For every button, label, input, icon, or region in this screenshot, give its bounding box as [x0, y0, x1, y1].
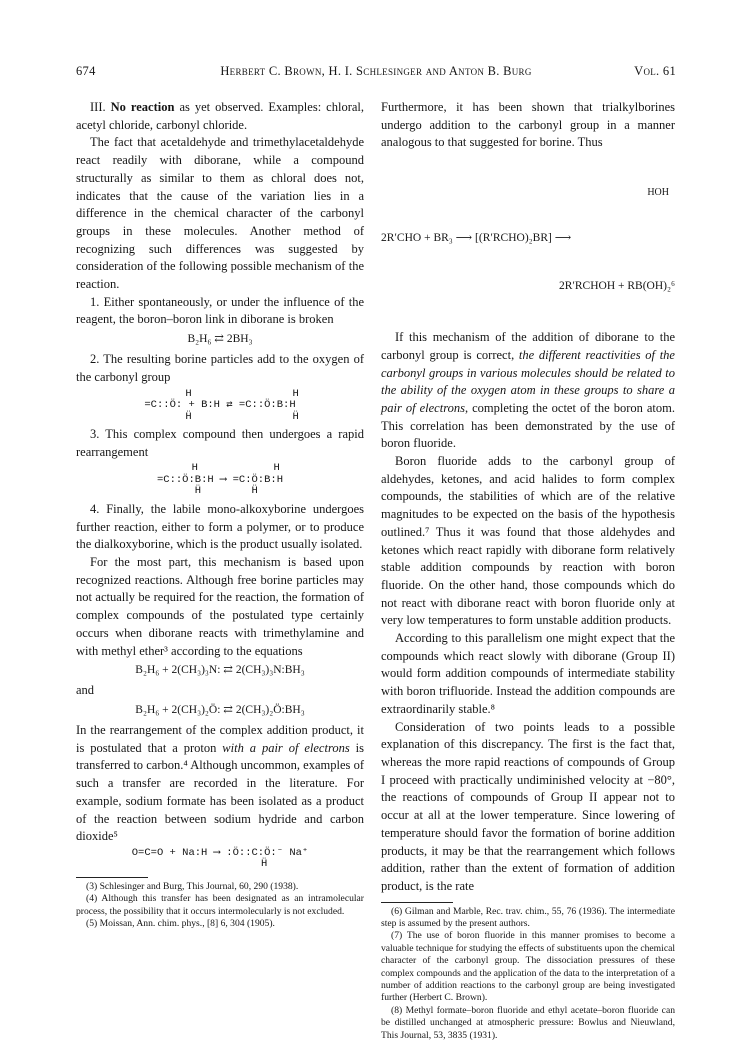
footnote-divider	[76, 877, 148, 878]
footnote-8: (8) Methyl formate–boron fluoride and ethyl acetate–boron fluoride can be distilled unchanged at atmospheric pressure: Bowlus and Nieuwland, This Journal, 53, 3835 (1931).	[381, 1004, 675, 1041]
equation-borine-addition: H H =C::Ö: + B:H ⇄ =C::Ö:B:H Ḧ Ḧ	[144, 387, 299, 423]
page-number: 674	[76, 64, 96, 78]
footnote-3: (3) Schlesinger and Burg, This Journal, 60, 290 (1938).	[86, 880, 299, 892]
paragraph-boron-fluoride: Boron fluoride adds to the carbonyl group of aldehydes, ketones, and acid halides to form complex compounds, the stabilities of which are of the relative magnitudes to be expected on the basis of the hypothesis outlined.⁷ Thus it was found that those aldehydes and ketones which react rapidly with diborane form relatively stable addition compounds by reaction with boron fluoride. On the other hand, those compounds which do not react with diborane react with boron fluoride only at very low temperatures to form unstable addition products.	[381, 454, 675, 628]
equation-hoh-label: HOH	[647, 187, 669, 199]
paragraph-no-reaction: III. No reaction as yet observed. Examples: chloral, acetyl chloride, carbonyl chloride.	[76, 100, 364, 132]
footnote-6: (6) Gilman and Marble, Rec. trav. chim., 55, 76 (1936). The intermediate step is assumed by the present authors.	[381, 905, 675, 930]
equation-trialkylborine	[381, 155, 675, 326]
paragraph-mechanism-intro: The fact that acetaldehyde and trimethylacetaldehyde react readily with diborane, while a compound structurally as similar to them as chloral does not, indicates that the cause of the variation lies in a difference in the chemical character of the carbonyl groups in these molecules. Another method of recognizing such differences was suggested by consideration of the following possible mechanism of the reaction.	[76, 135, 364, 292]
equation-rearrangement: H H =C::Ö:B:H ⟶ =C:Ö:B:H Ḧ Ḧ	[156, 462, 284, 498]
paragraph-step-4: 4. Finally, the labile mono-alkoxyborine undergoes further reaction, either to form a polymer, or to produce the dialkoxyborine, which is the product usually isolated.	[76, 501, 364, 552]
footnote-5: (5) Moissan, Ann. chim. phys., [8] 6, 304 (1905).	[86, 918, 275, 930]
paragraph-step-1: 1. Either spontaneously, or under the influence of the reagent, the boron–boron link in diborane is broken	[76, 294, 364, 327]
running-authors: Herbert C. Brown, H. I. Schlesinger and Anton B. Burg	[220, 64, 532, 78]
paragraph-recognized-reactions: For the most part, this mechanism is based upon recognized reactions. Although free borine particles may not actually be required for the reaction, the formation of complex compounds of the postulated type certainly occurs when diborane reacts with trimethylamine and with methyl ether³ according to the equations	[76, 555, 364, 658]
volume-label: Vol. 61	[634, 64, 676, 78]
paragraph-discrepancy: Consideration of two points leads to a possible explanation of this discrepancy. The first is the fact that, whereas the more rapid reactions of compounds of Group I proceed with practically undiminished velocity at −80°, the reactions of compounds of Group II appear not to occur at all at the lower temperature. Since lowering of temperature should favor the formation of borine addition products, it may be that the rearrangement which follows addition, rather than the extent of formation of addition product, is the rate	[381, 719, 675, 893]
equation-sodium-formate: O=C=O + Na:H ⟶ :Ö::C:Ö:⁻ Na⁺ Ḧ	[131, 846, 309, 871]
left-column	[76, 99, 364, 931]
paragraph-hypothesis: If this mechanism of the addition of diborane to the carbonyl group is correct, the different reactivities of the carbonyl groups in various molecules should be related to the ability of the oxygen atom in these groups to share a pair of electrons, completing the octet of the boron atom. This correlation has been demonstrated by the use of boron fluoride.	[381, 330, 675, 451]
paragraph-parallelism: According to this parallelism one might expect that the compounds which react slowly with diborane (Group II) would form addition compounds of intermediate stability with boron trifluoride. Instead the addition compounds are extraordinarily stable.⁸	[381, 631, 675, 716]
running-header	[76, 64, 676, 82]
paragraph-step-2: 2. The resulting borine particles add to the oxygen of the carbonyl group	[76, 352, 364, 384]
equation-diborane-dissociation: B₂H₆ ⇄ 2BH₃	[187, 333, 253, 346]
paragraph-rearrangement: In the rearrangement of the complex addition product, it is postulated that a proton with a pair of electrons is transferred to carbon.⁴ Although uncommon, examples of such a transfer are recorded in the literature. For example, sodium formate has been isolated as a product of the reaction between sodium hydride and carbon dioxide⁵	[76, 722, 364, 844]
footnote-7: (7) The use of boron fluoride in this manner promises to become a valuable technique for studying the effects of substituents upon the chemical character of the carbonyl group. The dissociation pressures of these complex compounds and the application of the data to the interpretation of a number of addition reactions to the carbonyl group are being investigated further (Herbert C. Brown).	[381, 930, 675, 1004]
and-label: and	[76, 683, 95, 698]
footnote-divider-right	[381, 902, 453, 903]
equation-methyl-ether: B₂H₆ + 2(CH₃)₂Ö: ⇄ 2(CH₃)₂Ö:BH₃	[135, 703, 305, 716]
equation-line-2: 2R′RCHOH + RB(OH)₂⁶	[558, 280, 675, 293]
paragraph-step-3: 3. This complex compound then undergoes a rapid rearrangement	[76, 427, 364, 459]
equation-line-1: 2R′CHO + BR₃ ⟶ [(R′RCHO)₂BR] ⟶	[381, 232, 572, 245]
right-column	[381, 99, 675, 1042]
paragraph-trialkylborines: Furthermore, it has been shown that trialkylborines undergo addition to the carbonyl group in a manner analogous to that suggested for borine. Thus	[381, 100, 675, 150]
footnote-4: (4) Although this transfer has been designated as an intramolecular process, the possibility that it occurs intermolecularly is not excluded.	[76, 893, 364, 917]
equation-trimethylamine: B₂H₆ + 2(CH₃)₃N: ⇄ 2(CH₃)₃N:BH₃	[135, 664, 305, 677]
